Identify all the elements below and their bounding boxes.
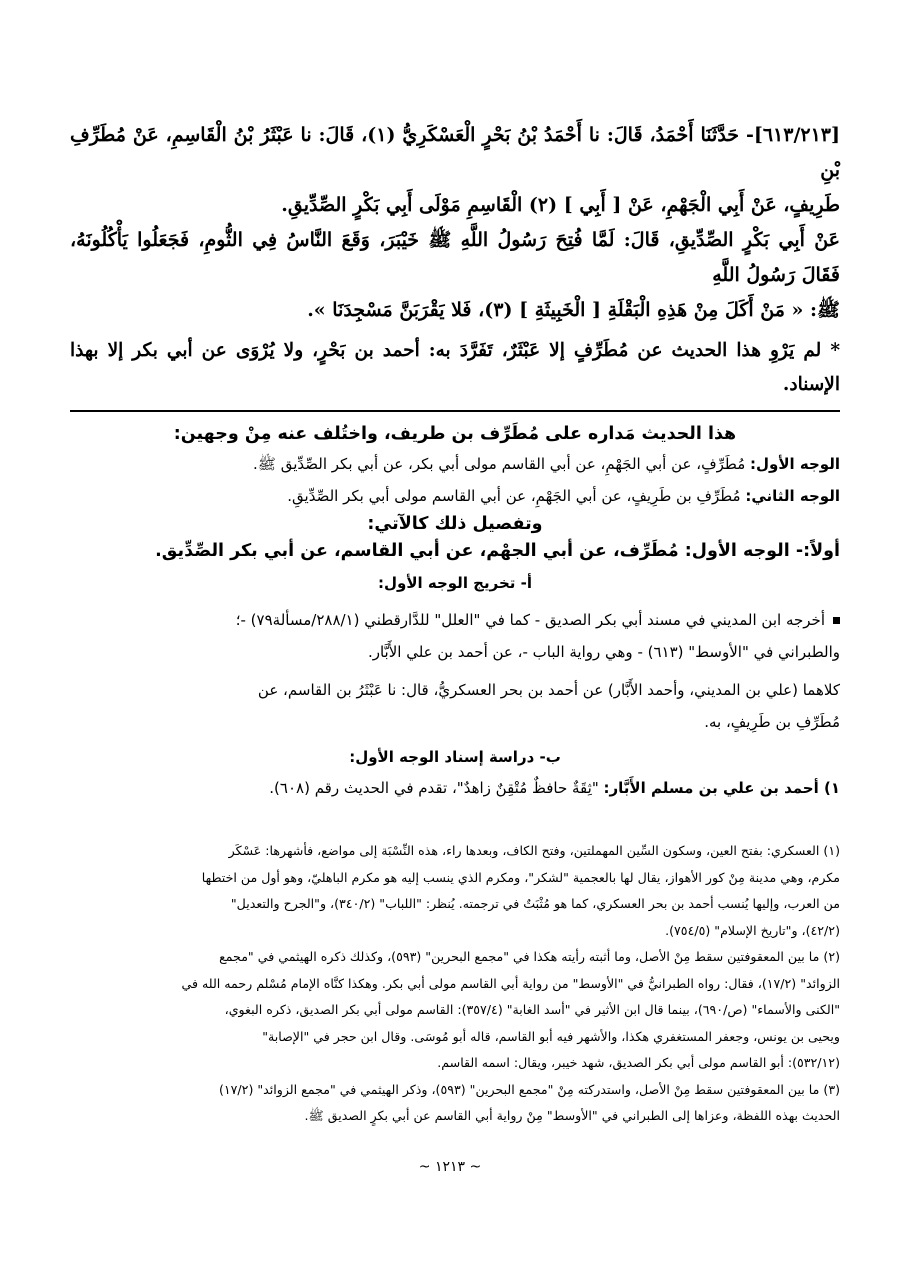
hadith-block [70,118,840,328]
kilahuma-line: مُطَرِّفِ بن طَرِيفٍ، به. [704,713,840,731]
narrator-1-text: "ثِقَةٌ حافظٌ مُتْقِنٌ زاهدٌ"، تقدم في الحديث رقم (٦٠٨). [269,779,599,797]
footnote-line: (٢) ما بين المعقوفتين سقط مِنْ الأصل، وما أثبته رأيته هكذا في "مجمع البحرين" (٥٩٣)، وكذلك ذكره الهيثمي في "مجمع [219,949,840,964]
footnote-line: الزوائد" (١٧/٢)، فقال: رواه الطبرانيُّ في "الأوسط" من رواية أبي القاسم مولى أبي بكر. وهكذا كنَّاه الإمام مُسْلم رحمه الله في [181,975,840,991]
dirasa-heading: ب- دراسة إسناد الوجه الأول: [349,748,561,766]
footnote-line: من العرب، وإليها يُنسب أحمد بن بحر العسكري، كما هو مُثْبَتٌ في ترجمته. يُنظر: "اللباب" (٣٤٠/٢)، و"الجرح والتعديل" [230,896,840,911]
page-number: ~ ١٢١٣ ~ [418,1159,482,1175]
footnote-line: "الكنى والأسماء" (ص/٦٩٠)، بينما قال ابن الأثير في "أسد الغابة" (٣٥٧/٤): القاسم مولى أبي بكر الصديق، ذكره البغوي، [224,1002,840,1017]
footnote-line: (٤٢/٢)، و"تاريخ الإسلام" (٧٥٤/٥). [665,922,840,938]
hadith-line: طَرِيفٍ، عَنْ أَبِي الْجَهْمِ، عَنْ [ أَبِي ] (٢) الْقَاسِمِ مَوْلَى أَبِي بَكْرٍ الصِّدِّيقِ. [281,194,840,216]
wajh-1 [70,448,840,480]
wajh-1-text: مُطَرِّفٍ، عن أبي الجَهْمِ، عن أبي القاسم مولى أبي بكر، عن أبي بكر الصِّدِّيق ﷺ. [253,455,746,473]
footnote-line: (١) العسكري: بفتح العين، وسكون السِّين المهملتين، وفتح الكاف، وبعدها راء، هذه النِّسْبَة إلى مواضع، فأشهرها: عَسْكَر [228,843,840,858]
narrator-1 [70,772,840,804]
author-note: * لم يَرْوِ هذا الحديث عن مُطَرِّفٍ إلا عَبْثَرٌ، تَفَرَّدَ به: أحمد بن بَحْرٍ، ولا يُرْوَى عن أبي بكر إلا بهذا الإسناد. [70,340,840,395]
narrator-1-label: ١) أحمد بن علي بن مسلم الأَبَّار: [603,779,840,797]
footnote-line: الحديث بهذه اللفظة، وعزاها إلى الطبراني في "الأوسط" مِنْ رواية أبي القاسم عن أبي بكرٍ الصديق ﷺ. [304,1108,840,1123]
takhrij-line: والطبراني في "الأوسط" (٦١٣) - وهي رواية الباب -، عن أحمد بن علي الأَبَّار. [367,643,840,661]
main-text [70,118,840,804]
hadith-line: ﷺ: « مَنْ أَكَلَ مِنْ هَذِهِ الْبَقْلَةِ [ الْخَبِيثَةِ ] (٣)، فَلا يَقْرَبَنَّ مَسْجِدَنَا ». [307,299,840,321]
footnotes [70,838,840,1130]
hadith-line: عَنْ أَبِي بَكْرٍ الصِّدِّيقِ، قَالَ: لَمَّا فُتِحَ رَسُولُ اللَّهِ ﷺ خَيْبَرَ، وَقَعَ النَّاسُ فِي الثُّومِ، فَجَعَلُوا يَأْكُلُونَهُ، فَقَالَ رَسُولُ اللَّهِ [70,229,840,286]
section-heading: هذا الحديث مَداره على مُطَرِّف بن طريف، واختُلف عنه مِنْ وجهين: [173,424,737,444]
footnote-line: (٣) ما بين المعقوفتين سقط مِنْ الأصل، واستدركته مِنْ "مجمع البحرين" (٥٩٣)، وذكر الهيثمي في "مجمع الزوائد" (١٧/٢) [218,1081,840,1097]
kilahuma-line: كلاهما (علي بن المديني، وأحمد الأَبَّار) عن أحمد بن بحر العسكريُّ، قال: نا عَبْثَرُ بن القاسم، عن [257,681,840,699]
hadith-line: [٦١٣/٢١٣]- حَدَّثَنَا أَحْمَدُ، قَالَ: نا أَحْمَدُ بْنُ بَحْرٍ الْعَسْكَرِيُّ (١)، قَالَ: نا عَبْثَرُ بْنُ الْقَاسِمِ، عَنْ مُطَرِّفِ بْنِ [70,124,840,181]
footnote-line: ويحيى بن يونس، وجعفر المستغفري هكذا، والأشهر فيه أبو القاسم، قاله أبو مُوسَى. وقال ابن حجر في "الإصابة" [262,1028,840,1044]
wajh-2-text: مُطَرِّفِ بن طَرِيفٍ، عن أبي الجَهْمِ، عن أبي القاسم مولى أبي بكر الصِّدِّيقِ. [287,487,741,505]
footnote-line: مكرم، وهي مدينة مِنْ كور الأهواز، يقال لها بالعجمية "لشكر"، ومكرم الذي ينسب إليه هو مكرم الباهليّ، وهو أول من اختطها [201,869,840,885]
first-wajh-heading: أولاً:- الوجه الأول: مُطَرِّف، عن أبي الجهْم، عن أبي القاسم، عن أبي بكر الصِّدِّيق. [155,541,840,561]
takhrij-line: أخرجه ابن المديني في مسند أبي بكر الصديق - كما في "العلل" للدَّارقطني (٢٨٨/١/مسألة٧٩) -؛ [235,611,825,629]
footnote-line: (٥٣٢/١٢): أبو القاسم مولى أبي بكر الصديق، شهد خيبر، ويقال: اسمه القاسم. [437,1055,840,1070]
section-divider [70,410,840,412]
takhrij-heading: أ- تخريج الوجه الأول: [378,574,532,592]
bullet-icon [833,617,840,624]
wajh-2-label: الوجه الثاني: [745,487,840,505]
wajh-1-label: الوجه الأول: [750,455,840,473]
tafsil-heading: وتفصيل ذلك كالآتي: [367,514,543,534]
takhrij-paragraph [70,604,840,636]
wajh-2 [70,480,840,512]
